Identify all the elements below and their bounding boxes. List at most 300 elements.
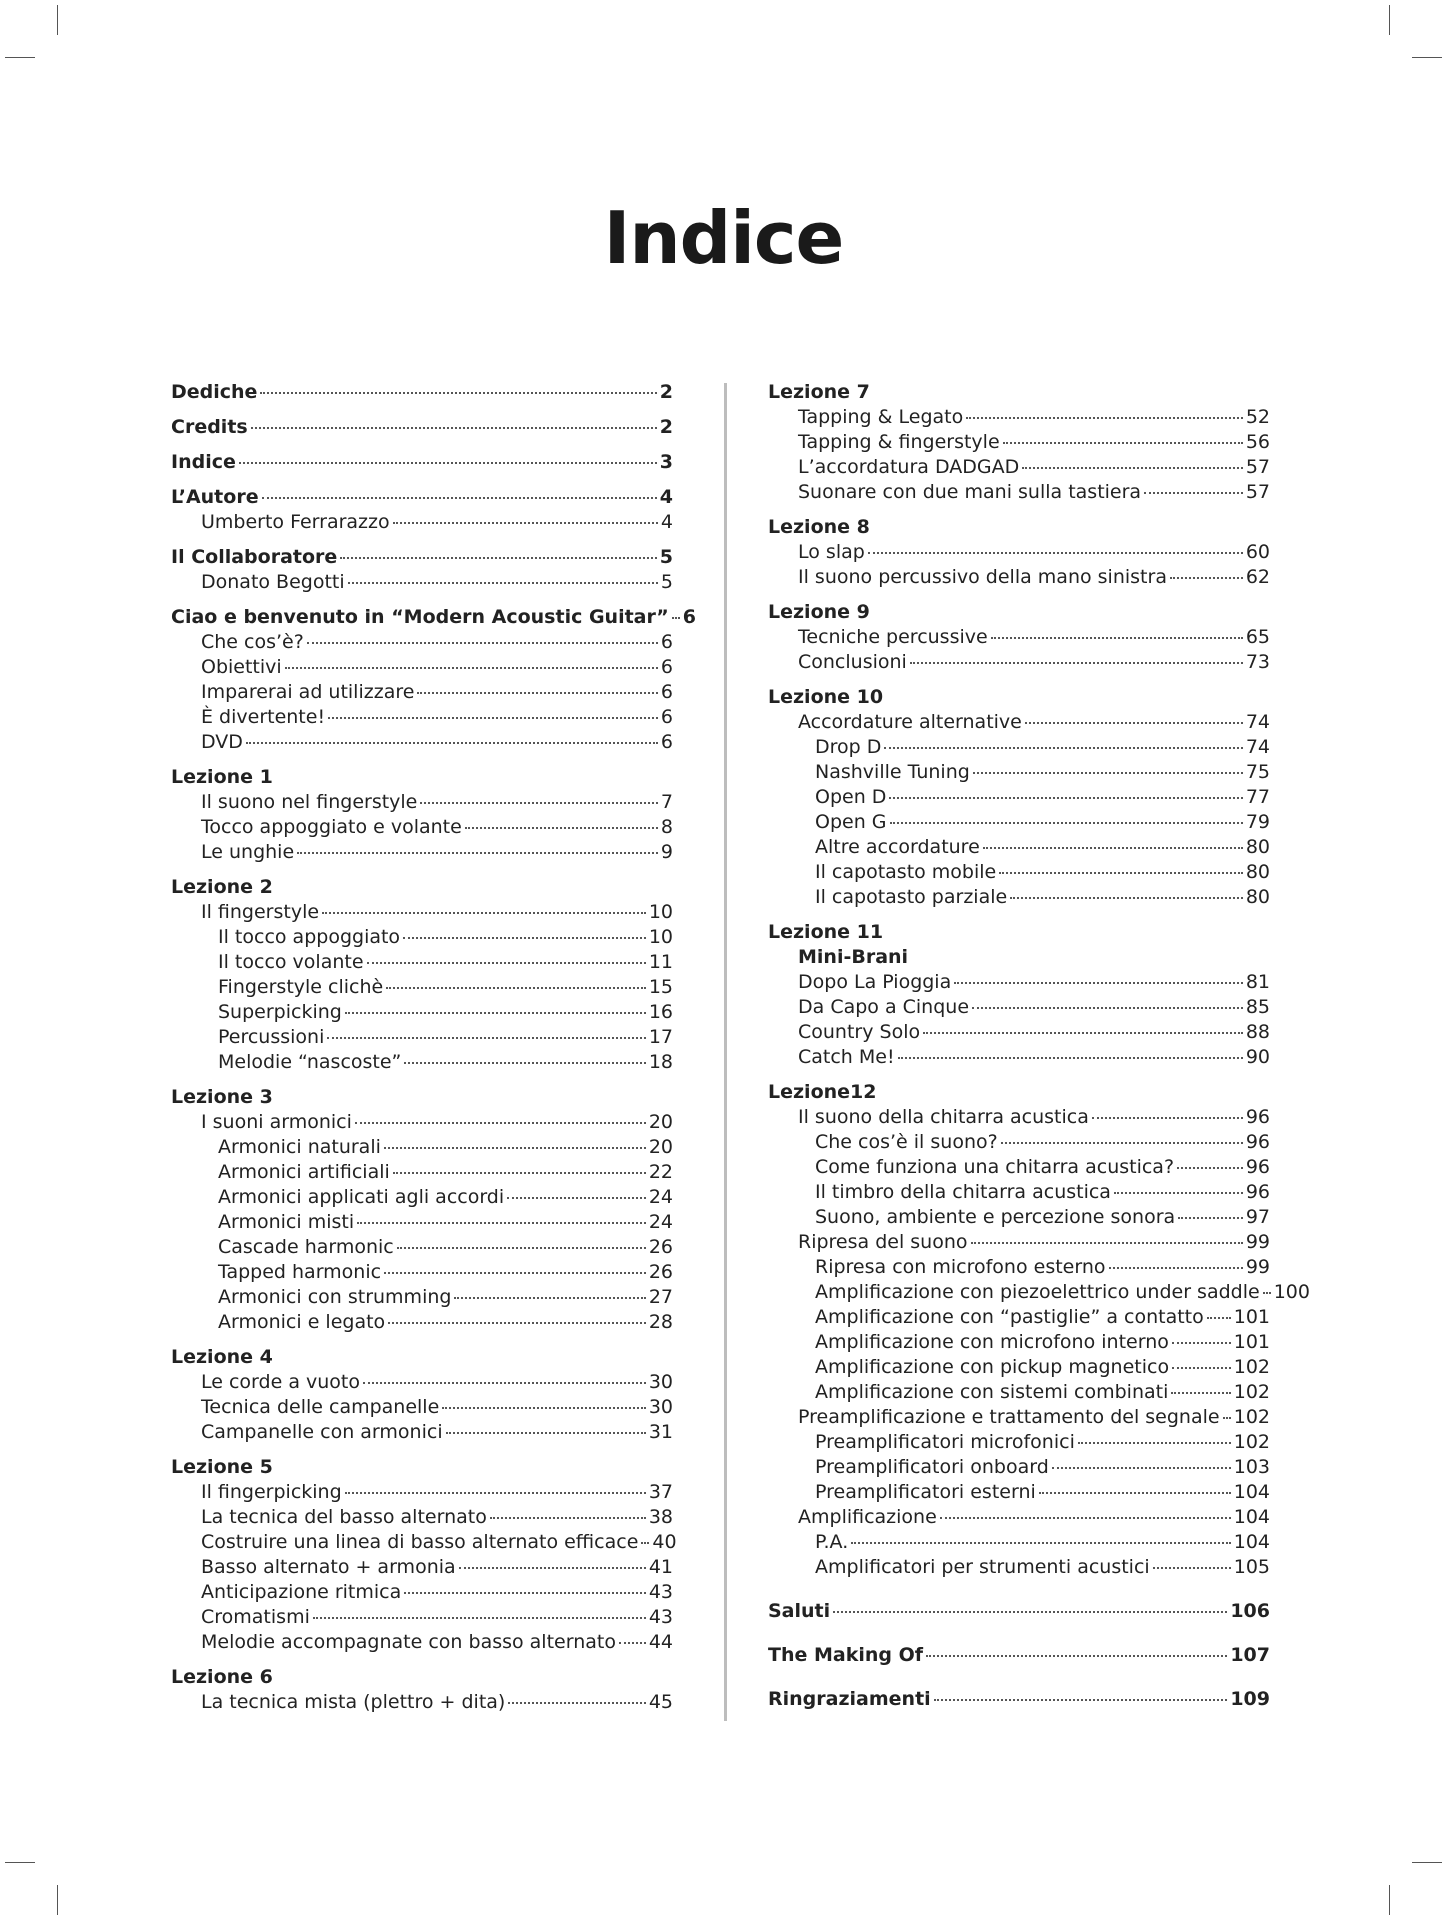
toc-entry-page-number: 24: [648, 1211, 673, 1233]
toc-entry-page-number: 85: [1245, 996, 1270, 1018]
toc-entry-label: Il fingerpicking: [201, 1481, 342, 1503]
dot-leader: [239, 462, 657, 464]
toc-entry-label: Tapping & Legato: [798, 406, 964, 428]
toc-entry-page-number: 4: [660, 511, 673, 533]
toc-entry[interactable]: [768, 1020, 1270, 1045]
dot-leader: [363, 1382, 646, 1384]
toc-entry[interactable]: [171, 1050, 673, 1075]
toc-entry-page-number: 8: [660, 816, 673, 838]
toc-entry[interactable]: [768, 785, 1270, 810]
spacer: [171, 405, 673, 415]
toc-entry-page-number: 17: [648, 1026, 673, 1048]
toc-entry-page-number: 102: [1233, 1356, 1270, 1378]
toc-entry[interactable]: [171, 1395, 673, 1420]
toc-section-heading: Lezione 2: [171, 876, 273, 898]
dot-leader: [384, 1147, 646, 1149]
toc-entry[interactable]: [768, 565, 1270, 590]
toc-entry[interactable]: [768, 970, 1270, 995]
toc-entry[interactable]: [768, 1105, 1270, 1130]
toc-entry[interactable]: [171, 1025, 673, 1050]
spacer: [171, 1335, 673, 1345]
toc-entry-page-number: 62: [1245, 566, 1270, 588]
dot-leader: [1172, 1342, 1231, 1344]
toc-entry-page-number: 4: [659, 486, 673, 508]
toc-entry[interactable]: [768, 480, 1270, 505]
toc-entry-page-number: 22: [648, 1161, 673, 1183]
toc-entry[interactable]: [171, 1235, 673, 1260]
toc-entry-page-number: 97: [1245, 1206, 1270, 1228]
toc-entry-page-number: 45: [648, 1691, 673, 1713]
dot-leader: [641, 1542, 649, 1544]
toc-entry[interactable]: [171, 1260, 673, 1285]
toc-entry-page-number: 30: [648, 1371, 673, 1393]
toc-entry[interactable]: [768, 1280, 1310, 1305]
toc-entry[interactable]: [171, 790, 673, 815]
toc-entry-page-number: 43: [648, 1606, 673, 1628]
dot-leader: [1171, 1392, 1230, 1394]
dot-leader: [934, 1699, 1228, 1701]
dot-leader: [251, 427, 657, 429]
toc-entry-page-number: 101: [1233, 1306, 1270, 1328]
toc-entry[interactable]: [768, 1155, 1270, 1180]
dot-leader: [348, 582, 658, 584]
dot-leader: [940, 1517, 1231, 1519]
dot-leader: [403, 937, 646, 939]
toc-entry-page-number: 60: [1245, 541, 1270, 563]
toc-entry[interactable]: [768, 1505, 1270, 1530]
toc-entry[interactable]: [171, 1505, 673, 1530]
toc-entry-label: The Making Of: [768, 1644, 924, 1666]
toc-entry[interactable]: [171, 950, 673, 975]
toc-entry-label: Altre accordature: [815, 836, 980, 858]
spacer: [768, 1668, 1270, 1687]
dot-leader: [1144, 492, 1243, 494]
toc-entry-page-number: 16: [648, 1001, 673, 1023]
toc-entry-page-number: 2: [659, 416, 673, 438]
dot-leader: [1263, 1292, 1271, 1294]
toc-entry[interactable]: [171, 415, 673, 440]
toc-entry[interactable]: [768, 1599, 1270, 1624]
toc-entry-label: Amplificatori per strumenti acustici: [815, 1556, 1150, 1578]
toc-entry-label: Nashville Tuning: [815, 761, 970, 783]
toc-entry-page-number: 96: [1245, 1106, 1270, 1128]
toc-entry[interactable]: [768, 810, 1270, 835]
toc-entry-label: Percussioni: [218, 1026, 325, 1048]
dot-leader: [1170, 577, 1243, 579]
toc-section-heading: Lezione12: [768, 1081, 877, 1103]
toc-entry[interactable]: [768, 760, 1270, 785]
dot-leader: [926, 1655, 1227, 1657]
toc-entry[interactable]: [768, 995, 1270, 1020]
toc-entry-page-number: 38: [648, 1506, 673, 1528]
toc-entry[interactable]: [171, 1555, 673, 1580]
dot-leader: [1114, 1192, 1243, 1194]
toc-entry-label: Lo slap: [798, 541, 865, 563]
dot-leader: [910, 662, 1243, 664]
toc-entry[interactable]: [768, 455, 1270, 480]
toc-entry-label: Tecnica delle campanelle: [201, 1396, 440, 1418]
toc-entry-label: Saluti: [768, 1600, 831, 1622]
crop-mark: [1389, 1885, 1390, 1915]
spacer: [768, 1070, 1270, 1080]
toc-entry-label: Umberto Ferrarazzo: [201, 511, 390, 533]
dot-leader: [1022, 467, 1243, 469]
dot-leader: [262, 497, 657, 499]
toc-entry-page-number: 99: [1245, 1231, 1270, 1253]
toc-entry[interactable]: [171, 680, 673, 705]
dot-leader: [1109, 1267, 1243, 1269]
toc-entry[interactable]: [171, 730, 673, 755]
toc-entry-label: Tecniche percussive: [798, 626, 988, 648]
toc-entry-page-number: 109: [1230, 1688, 1270, 1710]
toc-entry[interactable]: [768, 1130, 1270, 1155]
toc-entry[interactable]: [171, 1310, 673, 1335]
toc-entry[interactable]: [768, 1305, 1270, 1330]
toc-entry-label: P.A.: [815, 1531, 849, 1553]
toc-entry-label: Il tocco appoggiato: [218, 926, 401, 948]
spacer: [171, 1655, 673, 1665]
toc-entry-page-number: 104: [1233, 1481, 1270, 1503]
dot-leader: [991, 637, 1243, 639]
toc-entry[interactable]: [171, 485, 673, 510]
page-title: Indice: [603, 196, 844, 280]
toc-entry-label: Cascade harmonic: [218, 1236, 394, 1258]
toc-entry-page-number: 104: [1233, 1531, 1270, 1553]
toc-entry-label: DVD: [201, 731, 243, 753]
toc-entry[interactable]: [171, 510, 673, 535]
dot-leader: [307, 642, 658, 644]
dot-leader: [507, 1197, 646, 1199]
toc-section-heading: Lezione 5: [171, 1456, 273, 1478]
toc-entry-label: Il Collaboratore: [171, 546, 338, 568]
toc-entry[interactable]: [171, 570, 673, 595]
crop-mark: [1412, 1862, 1442, 1863]
toc-entry-label: Ripresa del suono: [798, 1231, 968, 1253]
dot-leader: [442, 1407, 646, 1409]
dot-leader: [1001, 1142, 1243, 1144]
toc-entry-page-number: 41: [648, 1556, 673, 1578]
toc-entry-label: Le corde a vuoto: [201, 1371, 360, 1393]
toc-entry-label: Come funziona una chitarra acustica?: [815, 1156, 1175, 1178]
toc-entry-label: Il suono della chitarra acustica: [798, 1106, 1089, 1128]
toc-entry-page-number: 20: [648, 1111, 673, 1133]
toc-entry-label: Suonare con due mani sulla tastiera: [798, 481, 1142, 503]
spacer: [171, 440, 673, 450]
toc-entry-label: Il tocco volante: [218, 951, 364, 973]
toc-entry[interactable]: [171, 1285, 673, 1310]
toc-entry-label: Campanelle con armonici: [201, 1421, 443, 1443]
dot-leader: [490, 1517, 646, 1519]
toc-entry[interactable]: [768, 405, 1270, 430]
toc-entry[interactable]: [171, 925, 673, 950]
toc-entry-page-number: 80: [1245, 886, 1270, 908]
toc-entry[interactable]: [768, 1355, 1270, 1380]
toc-entry-page-number: 96: [1245, 1131, 1270, 1153]
toc-entry-page-number: 10: [648, 901, 673, 923]
toc-entry-label: Armonici artificiali: [218, 1161, 390, 1183]
dot-leader: [833, 1611, 1227, 1613]
dot-leader: [322, 912, 646, 914]
toc-entry[interactable]: [768, 1205, 1270, 1230]
crop-mark: [1412, 57, 1442, 58]
toc-entry[interactable]: [171, 1110, 673, 1135]
dot-leader: [313, 1617, 646, 1619]
dot-leader: [328, 717, 658, 719]
spacer: [171, 595, 673, 605]
toc-entry-label: Superpicking: [218, 1001, 342, 1023]
toc-entry-page-number: 7: [660, 791, 673, 813]
toc-section-heading: Lezione 10: [768, 686, 884, 708]
toc-entry[interactable]: [768, 710, 1270, 735]
toc-entry[interactable]: [768, 1455, 1270, 1480]
toc-entry[interactable]: [768, 860, 1270, 885]
toc-entry[interactable]: [768, 835, 1270, 860]
dot-leader: [1153, 1567, 1231, 1569]
toc-entry-label: Tocco appoggiato e volante: [201, 816, 462, 838]
crop-mark: [5, 1862, 35, 1863]
dot-leader: [1178, 1217, 1243, 1219]
toc-entry-page-number: 3: [659, 451, 673, 473]
toc-entry-page-number: 24: [648, 1186, 673, 1208]
toc-entry-page-number: 96: [1245, 1181, 1270, 1203]
toc-entry[interactable]: [768, 540, 1270, 565]
toc-column-left: [171, 380, 696, 1715]
toc-entry[interactable]: [171, 1690, 673, 1715]
toc-entry[interactable]: [768, 1230, 1270, 1255]
dot-leader: [954, 982, 1243, 984]
toc-entry[interactable]: [768, 1430, 1270, 1455]
toc-entry-label: Armonici applicati agli accordi: [218, 1186, 505, 1208]
toc-entry-page-number: 80: [1245, 836, 1270, 858]
dot-leader: [983, 847, 1243, 849]
toc-entry-label: Da Capo a Cinque: [798, 996, 970, 1018]
toc-entry-label: Credits: [171, 416, 248, 438]
toc-entry-label: Il capotasto mobile: [815, 861, 997, 883]
toc-entry-label: Obiettivi: [201, 656, 282, 678]
toc-entry[interactable]: [171, 1185, 673, 1210]
toc-entry-page-number: 30: [648, 1396, 673, 1418]
toc-entry-page-number: 43: [648, 1581, 673, 1603]
toc-entry-label: Drop D: [815, 736, 882, 758]
spacer: [171, 1075, 673, 1085]
toc-entry-label: Country Solo: [798, 1021, 921, 1043]
dot-leader: [465, 827, 658, 829]
dot-leader: [345, 1012, 646, 1014]
dot-leader: [898, 1057, 1243, 1059]
toc-entry[interactable]: [171, 450, 673, 475]
toc-entry-label: Che cos’è?: [201, 631, 304, 653]
dot-leader: [972, 1007, 1243, 1009]
dot-leader: [1078, 1442, 1231, 1444]
spacer: [171, 755, 673, 765]
toc-entry-label: Conclusioni: [798, 651, 907, 673]
crop-mark: [1389, 5, 1390, 35]
toc-entry[interactable]: [171, 840, 673, 865]
toc-entry[interactable]: [768, 1555, 1270, 1580]
toc-entry-label: Accordature alternative: [798, 711, 1022, 733]
spacer: [768, 505, 1270, 515]
dot-leader: [367, 962, 646, 964]
dot-leader: [355, 1122, 646, 1124]
toc-entry[interactable]: [768, 1643, 1270, 1668]
dot-leader: [923, 1032, 1243, 1034]
toc-entry[interactable]: [171, 705, 673, 730]
toc-entry-label: Cromatismi: [201, 1606, 310, 1628]
toc-entry-page-number: 28: [648, 1311, 673, 1333]
toc-entry-page-number: 6: [682, 606, 696, 628]
toc-entry[interactable]: [768, 625, 1270, 650]
toc-entry[interactable]: [171, 605, 696, 630]
toc-entry-label: Ciao e benvenuto in “Modern Acoustic Guitar”: [171, 606, 669, 628]
dot-leader: [672, 617, 680, 619]
toc-entry[interactable]: [768, 1330, 1270, 1355]
toc-entry-page-number: 6: [660, 656, 673, 678]
toc-entry[interactable]: [171, 900, 673, 925]
toc-entry-page-number: 73: [1245, 651, 1270, 673]
dot-leader: [297, 852, 658, 854]
toc-entry[interactable]: [171, 1370, 673, 1395]
toc-entry-page-number: 74: [1245, 711, 1270, 733]
dot-leader: [1052, 1467, 1231, 1469]
dot-leader: [1207, 1317, 1231, 1319]
dot-leader: [397, 1247, 646, 1249]
dot-leader: [417, 692, 657, 694]
dot-leader: [357, 1222, 646, 1224]
dot-leader: [446, 1432, 646, 1434]
toc-entry-page-number: 5: [660, 571, 673, 593]
dot-leader: [345, 1492, 646, 1494]
toc-entry-page-number: 99: [1245, 1256, 1270, 1278]
toc-entry[interactable]: [171, 1530, 677, 1555]
toc-entry[interactable]: [768, 1687, 1270, 1712]
column-divider: [724, 383, 727, 1721]
toc-entry-page-number: 10: [648, 926, 673, 948]
dot-leader: [971, 1242, 1243, 1244]
toc-entry-label: Suono, ambiente e percezione sonora: [815, 1206, 1176, 1228]
toc-entry-label: Amplificazione con sistemi combinati: [815, 1381, 1169, 1403]
toc-entry[interactable]: [768, 885, 1270, 910]
toc-entry-page-number: 6: [660, 631, 673, 653]
crop-mark: [57, 1885, 58, 1915]
toc-section-heading: Lezione 8: [768, 516, 870, 538]
toc-entry-page-number: 88: [1245, 1021, 1270, 1043]
dot-leader: [890, 822, 1243, 824]
toc-entry-label: Imparerai ad utilizzare: [201, 681, 415, 703]
toc-entry-page-number: 5: [659, 546, 673, 568]
toc-entry-page-number: 20: [648, 1136, 673, 1158]
crop-mark: [57, 5, 58, 35]
toc-entry[interactable]: [768, 1045, 1270, 1070]
toc-entry[interactable]: [768, 1405, 1270, 1430]
toc-entry-page-number: 15: [648, 976, 673, 998]
dot-leader: [393, 1172, 646, 1174]
toc-entry-page-number: 90: [1245, 1046, 1270, 1068]
toc-entry-page-number: 18: [648, 1051, 673, 1073]
toc-entry[interactable]: [171, 1580, 673, 1605]
toc-entry[interactable]: [171, 1420, 673, 1445]
dot-leader: [1177, 1167, 1243, 1169]
toc-entry[interactable]: [171, 975, 673, 1000]
toc-entry-page-number: 100: [1273, 1281, 1310, 1303]
toc-entry-page-number: 81: [1245, 971, 1270, 993]
toc-entry-page-number: 101: [1233, 1331, 1270, 1353]
toc-entry[interactable]: [171, 1605, 673, 1630]
toc-entry[interactable]: [768, 430, 1270, 455]
toc-section-heading: Lezione 1: [171, 766, 273, 788]
toc-entry-page-number: 103: [1233, 1456, 1270, 1478]
toc-entry-label: Il capotasto parziale: [815, 886, 1008, 908]
dot-leader: [404, 1062, 645, 1064]
toc-entry-label: Armonici con strumming: [218, 1286, 452, 1308]
toc-entry-label: Ringraziamenti: [768, 1688, 931, 1710]
toc-column-right: [768, 380, 1310, 1712]
toc-entry[interactable]: [171, 1630, 673, 1655]
toc-entry-page-number: 57: [1245, 456, 1270, 478]
dot-leader: [868, 552, 1243, 554]
dot-leader: [1092, 1117, 1243, 1119]
spacer: [768, 1624, 1270, 1643]
dot-leader: [260, 392, 656, 394]
toc-entry-label: Donato Begotti: [201, 571, 345, 593]
toc-entry[interactable]: [171, 1480, 673, 1505]
toc-entry[interactable]: [768, 1380, 1270, 1405]
toc-entry[interactable]: [171, 655, 673, 680]
toc-entry[interactable]: [768, 650, 1270, 675]
dot-leader: [884, 747, 1242, 749]
dot-leader: [966, 417, 1243, 419]
toc-entry-page-number: 107: [1230, 1644, 1270, 1666]
toc-entry[interactable]: [171, 545, 673, 570]
toc-entry[interactable]: [171, 1160, 673, 1185]
toc-entry-page-number: 80: [1245, 861, 1270, 883]
dot-leader: [393, 522, 658, 524]
dot-leader: [454, 1297, 645, 1299]
toc-entry-label: La tecnica mista (plettro + dita): [201, 1691, 506, 1713]
toc-entry-label: Ripresa con microfono esterno: [815, 1256, 1106, 1278]
toc-section-heading: Lezione 3: [171, 1086, 273, 1108]
toc-entry-page-number: 6: [660, 706, 673, 728]
toc-entry[interactable]: [768, 1180, 1270, 1205]
toc-entry-label: Armonici naturali: [218, 1136, 381, 1158]
toc-entry[interactable]: [171, 1210, 673, 1235]
toc-entry-label: Amplificazione: [798, 1506, 937, 1528]
toc-entry[interactable]: [768, 1255, 1270, 1280]
dot-leader: [889, 797, 1242, 799]
toc-entry[interactable]: [171, 380, 673, 405]
toc-entry-page-number: 31: [648, 1421, 673, 1443]
toc-entry-label: Il suono percussivo della mano sinistra: [798, 566, 1167, 588]
toc-entry-label: Amplificazione con microfono interno: [815, 1331, 1169, 1353]
toc-entry[interactable]: [171, 630, 673, 655]
toc-entry-page-number: 105: [1233, 1556, 1270, 1578]
toc-entry[interactable]: [171, 1135, 673, 1160]
toc-entry[interactable]: [171, 815, 673, 840]
toc-entry[interactable]: [768, 735, 1270, 760]
toc-entry-label: Che cos’è il suono?: [815, 1131, 998, 1153]
toc-entry-page-number: 104: [1233, 1506, 1270, 1528]
toc-entry-label: Armonici e legato: [218, 1311, 386, 1333]
toc-entry-page-number: 65: [1245, 626, 1270, 648]
toc-entry[interactable]: [171, 1000, 673, 1025]
toc-entry[interactable]: [768, 1530, 1270, 1555]
toc-entry-label: Fingerstyle clichè: [218, 976, 384, 998]
toc-entry-label: Open D: [815, 786, 887, 808]
toc-entry-label: Il suono nel fingerstyle: [201, 791, 418, 813]
dot-leader: [388, 1322, 646, 1324]
toc-entry-page-number: 106: [1230, 1600, 1270, 1622]
toc-entry[interactable]: [768, 1480, 1270, 1505]
crop-mark: [5, 57, 35, 58]
